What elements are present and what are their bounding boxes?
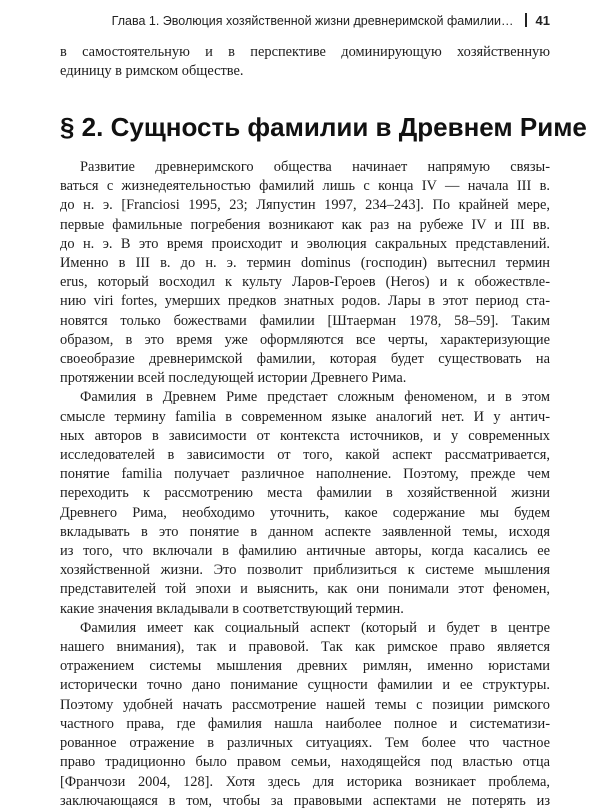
section-body — [60, 158, 550, 811]
text-line: нашего внимания), так и правовой. Так как римское право является — [60, 639, 550, 656]
text-line: частного права, где фамилия нашла наиболее полное и систематизи- — [60, 715, 550, 732]
text-line: единицу в римском обществе. — [60, 62, 244, 79]
text-line: из того, что включали в фамилию античные авторы, когда касались ее — [60, 543, 550, 560]
text-line: Фамилия имеет как социальный аспект (который и будет в центре — [80, 619, 550, 636]
text-line: представителей той эпохи и выяснить, как они понимали этот феномен, — [60, 581, 550, 598]
text-line: erus, который восходил к культу Ларов-Героев (Heros) и к обожествле- — [60, 274, 550, 291]
text-line: понятие familia получает различное наполнение. Поэтому, прежде чем — [60, 466, 550, 483]
text-line: ваться с жизнедеятельностью фамилий лишь с конца IV — начала III в. — [60, 178, 550, 195]
text-line: право традиционно было правом семьи, находящейся под властью отца — [60, 754, 550, 771]
text-line: рованное отражение в различных ситуациях. Тем более что частное — [60, 735, 550, 752]
text-line: смысле термину familia в современном языке аналогий нет. И у антич- — [60, 408, 550, 425]
text-line: вкладывать в это понятие в данном аспекте заявленной темы, исходя — [60, 523, 550, 540]
text-line: Развитие древнеримского общества начинает напрямую связы- — [80, 159, 550, 175]
text-line: до н. э. [Franciosi 1995, 23; Ляпустин 1997, 234–243]. По крайней мере, — [60, 197, 550, 214]
header-divider — [525, 13, 527, 27]
text-line: новятся только божествами фамилии [Штаерман 1978, 58–59]. Таким — [60, 312, 550, 329]
text-line: исследователей в зависимости от того, какой аспект рассматривается, — [60, 447, 550, 464]
text-line: Поэтому удобней начать рассмотрение нашей темы с позиции римского — [60, 696, 550, 713]
text-line: исторически точно дано понимание сущности фамилии и ее структуры. — [60, 677, 550, 694]
text-line: [Франчози 2004, 128]. Хотя здесь для историка возникает проблема, — [60, 773, 550, 790]
text-line: своеобразие древнеримской фамилии, которая будет существовать на — [60, 351, 550, 368]
text-line: Фамилия в Древнем Риме предстает сложным феноменом, и в этом — [80, 389, 550, 406]
paragraph — [60, 388, 550, 618]
book-page — [60, 0, 587, 809]
text-line: Древнего Рима, необходимо уточнить, какое содержание мы будем — [60, 504, 550, 521]
section-heading: § 2. Сущность фамилии в Древнем Риме — [60, 112, 587, 142]
text-line: первые фамильные погребения возникают как раз на рубеже IV и III вв. — [60, 216, 550, 233]
text-line: протяжении всей последующей истории Древнего Рима. — [60, 370, 407, 387]
text-line: хозяйственной жизни. Это позволит приблизиться к системе мышления — [60, 562, 550, 579]
paragraph — [60, 158, 550, 388]
text-line: в самостоятельную и в перспективе доминирующую хозяйственную — [60, 44, 550, 60]
running-header — [60, 10, 550, 32]
text-line: какие значения вкладывали в соответствующий термин. — [60, 600, 404, 617]
running-title: Глава 1. Эволюция хозяйственной жизни древнеримской фамилии… — [111, 14, 514, 28]
continuation-text — [60, 43, 550, 80]
text-line: Именно в III в. до н. э. термин dominus (господин) вытеснил термин — [60, 255, 550, 272]
text-line: образом, в это время уже оформляются все черты, характеризующие — [60, 331, 550, 348]
text-line: нию viri fortes, умерших предков знатных родов. Лары в этот период ста- — [60, 293, 550, 310]
text-line: заключающаяся в том, чтобы за правовыми аспектами не потерять из — [60, 792, 550, 809]
page-number: 41 — [535, 13, 550, 28]
text-line: ных авторов в зависимости от контекста источников, и у современных — [60, 427, 550, 444]
text-line: переходить к рассмотрению места фамилии в хозяйственной жизни — [60, 485, 550, 502]
paragraph — [60, 619, 550, 811]
text-line: до н. э. В это время происходит и эволюция сакральных представлений. — [60, 235, 550, 252]
text-line: отражением системы мышления древних римлян, именно юристами — [60, 658, 550, 675]
